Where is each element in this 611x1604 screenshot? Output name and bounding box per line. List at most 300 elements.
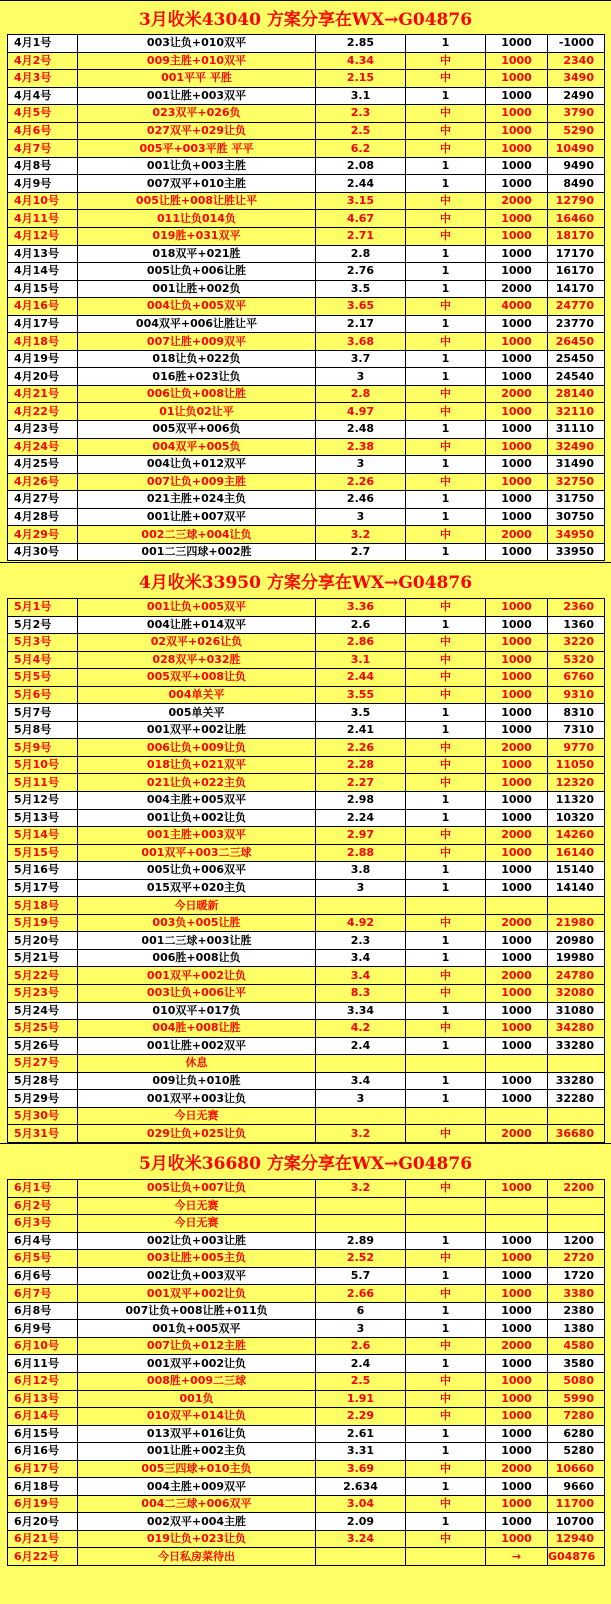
odds-cell: 2.4	[316, 1037, 406, 1055]
total-cell: 24780	[548, 967, 605, 985]
date-cell: 5月22号	[8, 967, 78, 985]
total-cell: 32080	[548, 985, 605, 1003]
stake-cell: 1000	[486, 792, 548, 810]
stake-cell: 1000	[486, 52, 548, 70]
total-cell: 19980	[548, 949, 605, 967]
plan-cell: 010双平+017负	[78, 1002, 316, 1020]
plan-cell: 001双平+002让负	[78, 1285, 316, 1303]
table-row	[8, 491, 605, 509]
date-cell: 5月21号	[8, 949, 78, 967]
plan-cell: 009让负+010胜	[78, 1072, 316, 1090]
date-cell: 4月30号	[8, 543, 78, 561]
total-cell: 34950	[548, 526, 605, 544]
plan-cell: 001主胜+003双平	[78, 827, 316, 845]
odds-cell: 2.3	[316, 932, 406, 950]
odds-cell: 3.5	[316, 280, 406, 298]
table-row	[8, 280, 605, 298]
date-cell: 5月11号	[8, 774, 78, 792]
table-row	[8, 1495, 605, 1513]
stake-cell: 1000	[486, 634, 548, 652]
total-cell: 16460	[548, 210, 605, 228]
table-row	[8, 599, 605, 617]
date-cell: 5月27号	[8, 1055, 78, 1073]
stake-cell: 1000	[486, 1072, 548, 1090]
result-cell: 1	[406, 792, 486, 810]
date-cell: 6月21号	[8, 1530, 78, 1548]
date-cell: 5月6号	[8, 686, 78, 704]
result-cell: 1	[406, 1478, 486, 1496]
table-row	[8, 792, 605, 810]
stake-cell: 1000	[486, 403, 548, 421]
plan-cell: 007让负+008让胜+011负	[78, 1302, 316, 1320]
stake-cell: 1000	[486, 473, 548, 491]
date-cell: 6月19号	[8, 1495, 78, 1513]
total-cell: 32490	[548, 438, 605, 456]
result-cell: 中	[406, 140, 486, 158]
table-row	[8, 1285, 605, 1303]
plan-cell: 001二三四球+002胜	[78, 543, 316, 561]
plan-cell: 001双平+002让负	[78, 967, 316, 985]
result-cell: 1	[406, 263, 486, 281]
date-cell: 4月6号	[8, 122, 78, 140]
odds-cell	[316, 1107, 406, 1125]
stake-cell: 2000	[486, 1337, 548, 1355]
result-cell: 1	[406, 543, 486, 561]
odds-cell: 2.89	[316, 1232, 406, 1250]
date-cell: 5月8号	[8, 721, 78, 739]
total-cell: 5990	[548, 1390, 605, 1408]
total-cell: 10320	[548, 809, 605, 827]
date-cell: 5月24号	[8, 1002, 78, 1020]
result-cell: 中	[406, 827, 486, 845]
plan-cell: 001让负+003主胜	[78, 157, 316, 175]
plan-cell: 007让负+009主胜	[78, 473, 316, 491]
total-cell: 2200	[548, 1180, 605, 1198]
stake-cell: 1000	[486, 1373, 548, 1391]
total-cell: 1360	[548, 616, 605, 634]
date-cell: 5月29号	[8, 1090, 78, 1108]
odds-cell: 3.4	[316, 1072, 406, 1090]
total-cell: 1720	[548, 1267, 605, 1285]
table-row	[8, 1107, 605, 1125]
odds-cell: 2.6	[316, 1337, 406, 1355]
result-cell: 中	[406, 756, 486, 774]
total-cell: 32280	[548, 1090, 605, 1108]
stake-cell: 1000	[486, 508, 548, 526]
result-cell: 1	[406, 862, 486, 880]
stake-cell: 1000	[486, 651, 548, 669]
odds-cell: 2.46	[316, 491, 406, 509]
result-cell: 1	[406, 704, 486, 722]
table-row	[8, 298, 605, 316]
date-cell: 4月25号	[8, 456, 78, 474]
odds-cell: 2.3	[316, 105, 406, 123]
plan-cell: 001负+005双平	[78, 1320, 316, 1338]
odds-cell: 2.28	[316, 756, 406, 774]
result-cell: 中	[406, 634, 486, 652]
date-cell: 4月16号	[8, 298, 78, 316]
total-cell: 12320	[548, 774, 605, 792]
section-title: 4月收米33950 方案分享在WX→G04876	[0, 562, 611, 598]
date-cell: 6月17号	[8, 1460, 78, 1478]
table-row	[8, 35, 605, 53]
table-row	[8, 949, 605, 967]
result-cell: 中	[406, 1020, 486, 1038]
odds-cell: 2.6	[316, 616, 406, 634]
table-row	[8, 616, 605, 634]
date-cell: 4月27号	[8, 491, 78, 509]
plan-cell: 019胜+031双平	[78, 228, 316, 246]
stake-cell: 1000	[486, 809, 548, 827]
plan-cell: 001让胜+003双平	[78, 87, 316, 105]
stake-cell: →	[486, 1548, 548, 1566]
total-cell	[548, 1215, 605, 1233]
odds-cell	[316, 1055, 406, 1073]
stake-cell	[486, 1215, 548, 1233]
plan-cell: 006让负+008让胜	[78, 385, 316, 403]
total-cell	[548, 1107, 605, 1125]
date-cell: 5月2号	[8, 616, 78, 634]
result-cell: 1	[406, 368, 486, 386]
total-cell: 3490	[548, 70, 605, 88]
result-cell: 1	[406, 932, 486, 950]
total-cell: 9770	[548, 739, 605, 757]
odds-cell: 3.4	[316, 967, 406, 985]
total-cell: 32750	[548, 473, 605, 491]
table-row	[8, 686, 605, 704]
odds-cell: 3.1	[316, 651, 406, 669]
total-cell: 10660	[548, 1460, 605, 1478]
date-cell: 6月10号	[8, 1337, 78, 1355]
table-row	[8, 403, 605, 421]
stake-cell: 1000	[486, 421, 548, 439]
result-cell: 1	[406, 721, 486, 739]
total-cell: 26450	[548, 333, 605, 351]
stake-cell: 1000	[486, 879, 548, 897]
stake-cell: 1000	[486, 456, 548, 474]
stake-cell: 1000	[486, 1408, 548, 1426]
odds-cell: 3	[316, 368, 406, 386]
date-cell: 6月6号	[8, 1267, 78, 1285]
date-cell: 6月8号	[8, 1302, 78, 1320]
table-row	[8, 1072, 605, 1090]
table-row	[8, 739, 605, 757]
total-cell: 5320	[548, 651, 605, 669]
stake-cell: 1000	[486, 438, 548, 456]
odds-cell: 3.2	[316, 1180, 406, 1198]
total-cell: 7310	[548, 721, 605, 739]
stake-cell: 1000	[486, 210, 548, 228]
stake-cell: 1000	[486, 844, 548, 862]
table-row	[8, 651, 605, 669]
table-row	[8, 721, 605, 739]
date-cell: 5月31号	[8, 1125, 78, 1143]
date-cell: 5月18号	[8, 897, 78, 915]
odds-cell	[316, 1215, 406, 1233]
stake-cell: 2000	[486, 827, 548, 845]
stake-cell: 1000	[486, 140, 548, 158]
table-row	[8, 1530, 605, 1548]
total-cell: 3790	[548, 105, 605, 123]
result-cell: 中	[406, 526, 486, 544]
odds-cell: 2.08	[316, 157, 406, 175]
total-cell: 14140	[548, 879, 605, 897]
table-row	[8, 192, 605, 210]
total-cell: 2720	[548, 1250, 605, 1268]
plan-cell: 021让负+022主负	[78, 774, 316, 792]
odds-cell: 2.52	[316, 1250, 406, 1268]
result-cell: 1	[406, 175, 486, 193]
stake-cell: 1000	[486, 70, 548, 88]
total-cell: 10490	[548, 140, 605, 158]
table-row	[8, 774, 605, 792]
stake-cell: 1000	[486, 985, 548, 1003]
result-cell: 中	[406, 1250, 486, 1268]
stake-cell: 1000	[486, 1495, 548, 1513]
date-cell: 4月1号	[8, 35, 78, 53]
result-cell: 中	[406, 967, 486, 985]
plan-cell: 004让负+005双平	[78, 298, 316, 316]
plan-cell: 029让负+025让负	[78, 1125, 316, 1143]
result-cell: 1	[406, 35, 486, 53]
plan-cell: 004让负+012双平	[78, 456, 316, 474]
plan-cell: 008胜+009二三球	[78, 1373, 316, 1391]
total-cell: -1000	[548, 35, 605, 53]
date-cell: 4月24号	[8, 438, 78, 456]
table-row	[8, 1408, 605, 1426]
stake-cell: 1000	[486, 543, 548, 561]
total-cell: 12940	[548, 1530, 605, 1548]
date-cell: 4月22号	[8, 403, 78, 421]
stake-cell: 1000	[486, 1530, 548, 1548]
odds-cell: 2.41	[316, 721, 406, 739]
result-cell: 1	[406, 1090, 486, 1108]
total-cell: 1200	[548, 1232, 605, 1250]
table-row	[8, 827, 605, 845]
total-cell: 2360	[548, 599, 605, 617]
table-row	[8, 1355, 605, 1373]
plan-cell: 休息	[78, 1055, 316, 1073]
result-cell	[406, 1548, 486, 1566]
date-cell: 4月26号	[8, 473, 78, 491]
table-row	[8, 1267, 605, 1285]
plan-cell: 010双平+014让负	[78, 1408, 316, 1426]
section-title: 5月收米36680 方案分享在WX→G04876	[0, 1143, 611, 1179]
table-row	[8, 368, 605, 386]
table-row	[8, 1337, 605, 1355]
date-cell: 6月20号	[8, 1513, 78, 1531]
total-cell: 33280	[548, 1072, 605, 1090]
date-cell: 4月2号	[8, 52, 78, 70]
odds-cell: 2.97	[316, 827, 406, 845]
result-cell: 1	[406, 1037, 486, 1055]
date-cell: 4月15号	[8, 280, 78, 298]
total-cell: 9490	[548, 157, 605, 175]
table-row	[8, 543, 605, 561]
stake-cell: 1000	[486, 122, 548, 140]
date-cell: 5月28号	[8, 1072, 78, 1090]
total-cell: 9310	[548, 686, 605, 704]
plan-cell: 005单关平	[78, 704, 316, 722]
table-row	[8, 210, 605, 228]
plan-cell: 001让胜+002双平	[78, 1037, 316, 1055]
stake-cell: 1000	[486, 1443, 548, 1461]
total-cell: G04876	[548, 1548, 605, 1566]
record-table	[7, 34, 605, 561]
date-cell: 4月9号	[8, 175, 78, 193]
table-row	[8, 87, 605, 105]
result-cell: 1	[406, 456, 486, 474]
odds-cell: 3.8	[316, 862, 406, 880]
stake-cell: 1000	[486, 686, 548, 704]
odds-cell	[316, 1197, 406, 1215]
plan-cell: 005双平+008让负	[78, 669, 316, 687]
stake-cell: 1000	[486, 1425, 548, 1443]
table-row	[8, 228, 605, 246]
plan-cell: 018双平+021胜	[78, 245, 316, 263]
result-cell	[406, 1197, 486, 1215]
date-cell: 6月1号	[8, 1180, 78, 1198]
date-cell: 6月18号	[8, 1478, 78, 1496]
plan-cell: 011让负014负	[78, 210, 316, 228]
plan-cell: 002二三球+004让负	[78, 526, 316, 544]
stake-cell: 1000	[486, 175, 548, 193]
result-cell: 中	[406, 1180, 486, 1198]
result-cell	[406, 1055, 486, 1073]
date-cell: 5月7号	[8, 704, 78, 722]
plan-cell: 003让负+010双平	[78, 35, 316, 53]
total-cell: 18170	[548, 228, 605, 246]
plan-cell: 003负+005让胜	[78, 914, 316, 932]
total-cell: 7280	[548, 1408, 605, 1426]
date-cell: 5月26号	[8, 1037, 78, 1055]
odds-cell: 8.3	[316, 985, 406, 1003]
odds-cell: 3	[316, 1090, 406, 1108]
table-row	[8, 1302, 605, 1320]
table-row	[8, 105, 605, 123]
result-cell: 中	[406, 1373, 486, 1391]
total-cell: 30750	[548, 508, 605, 526]
date-cell: 5月14号	[8, 827, 78, 845]
result-cell: 1	[406, 87, 486, 105]
table-row	[8, 1460, 605, 1478]
stake-cell: 1000	[486, 704, 548, 722]
stake-cell: 2000	[486, 192, 548, 210]
table-row	[8, 1215, 605, 1233]
stake-cell: 1000	[486, 862, 548, 880]
odds-cell: 2.5	[316, 122, 406, 140]
table-row	[8, 315, 605, 333]
stake-cell: 1000	[486, 245, 548, 263]
odds-cell: 3.36	[316, 599, 406, 617]
result-cell: 1	[406, 809, 486, 827]
plan-cell: 今日暖新	[78, 897, 316, 915]
result-cell: 中	[406, 1408, 486, 1426]
date-cell: 5月1号	[8, 599, 78, 617]
plan-cell: 027双平+029让负	[78, 122, 316, 140]
odds-cell: 2.66	[316, 1285, 406, 1303]
date-cell: 6月7号	[8, 1285, 78, 1303]
odds-cell: 3.7	[316, 350, 406, 368]
odds-cell: 3	[316, 1320, 406, 1338]
plan-cell: 016胜+023让负	[78, 368, 316, 386]
result-cell: 中	[406, 651, 486, 669]
date-cell: 5月23号	[8, 985, 78, 1003]
total-cell: 3380	[548, 1285, 605, 1303]
record-table	[7, 598, 605, 1143]
stake-cell: 1000	[486, 1090, 548, 1108]
odds-cell: 3.34	[316, 1002, 406, 1020]
table-row	[8, 756, 605, 774]
result-cell: 1	[406, 949, 486, 967]
date-cell: 6月14号	[8, 1408, 78, 1426]
odds-cell: 3	[316, 456, 406, 474]
stake-cell: 2000	[486, 280, 548, 298]
odds-cell: 3.2	[316, 1125, 406, 1143]
result-cell: 中	[406, 1390, 486, 1408]
odds-cell: 1.91	[316, 1390, 406, 1408]
record-table	[7, 1179, 605, 1566]
plan-cell: 005三四球+010主负	[78, 1460, 316, 1478]
table-row	[8, 985, 605, 1003]
date-cell: 4月11号	[8, 210, 78, 228]
total-cell: 16140	[548, 844, 605, 862]
stake-cell: 2000	[486, 739, 548, 757]
total-cell: 16170	[548, 263, 605, 281]
result-cell: 1	[406, 1443, 486, 1461]
result-cell: 中	[406, 192, 486, 210]
plan-cell: 004双平+006让胜让平	[78, 315, 316, 333]
result-cell: 1	[406, 1320, 486, 1338]
result-cell	[406, 897, 486, 915]
plan-cell: 004二三球+006双平	[78, 1495, 316, 1513]
date-cell: 6月16号	[8, 1443, 78, 1461]
plan-cell: 001二三球+003让胜	[78, 932, 316, 950]
total-cell	[548, 897, 605, 915]
odds-cell: 2.8	[316, 385, 406, 403]
date-cell: 4月20号	[8, 368, 78, 386]
total-cell: 10700	[548, 1513, 605, 1531]
table-row	[8, 473, 605, 491]
table-row	[8, 1443, 605, 1461]
total-cell: 23770	[548, 315, 605, 333]
result-cell: 1	[406, 879, 486, 897]
result-cell: 中	[406, 1337, 486, 1355]
result-cell: 1	[406, 1002, 486, 1020]
odds-cell: 2.09	[316, 1513, 406, 1531]
total-cell: 12790	[548, 192, 605, 210]
table-row	[8, 669, 605, 687]
odds-cell: 4.97	[316, 403, 406, 421]
total-cell: 31080	[548, 1002, 605, 1020]
odds-cell: 2.15	[316, 70, 406, 88]
date-cell: 5月20号	[8, 932, 78, 950]
stake-cell: 4000	[486, 298, 548, 316]
table-row	[8, 157, 605, 175]
table-row	[8, 1197, 605, 1215]
result-cell: 中	[406, 669, 486, 687]
stake-cell: 1000	[486, 1513, 548, 1531]
odds-cell: 3.1	[316, 87, 406, 105]
odds-cell: 2.634	[316, 1478, 406, 1496]
stake-cell: 1000	[486, 721, 548, 739]
total-cell: 24770	[548, 298, 605, 316]
date-cell: 4月18号	[8, 333, 78, 351]
date-cell: 6月11号	[8, 1355, 78, 1373]
table-row	[8, 1002, 605, 1020]
table-row	[8, 421, 605, 439]
date-cell: 6月13号	[8, 1390, 78, 1408]
